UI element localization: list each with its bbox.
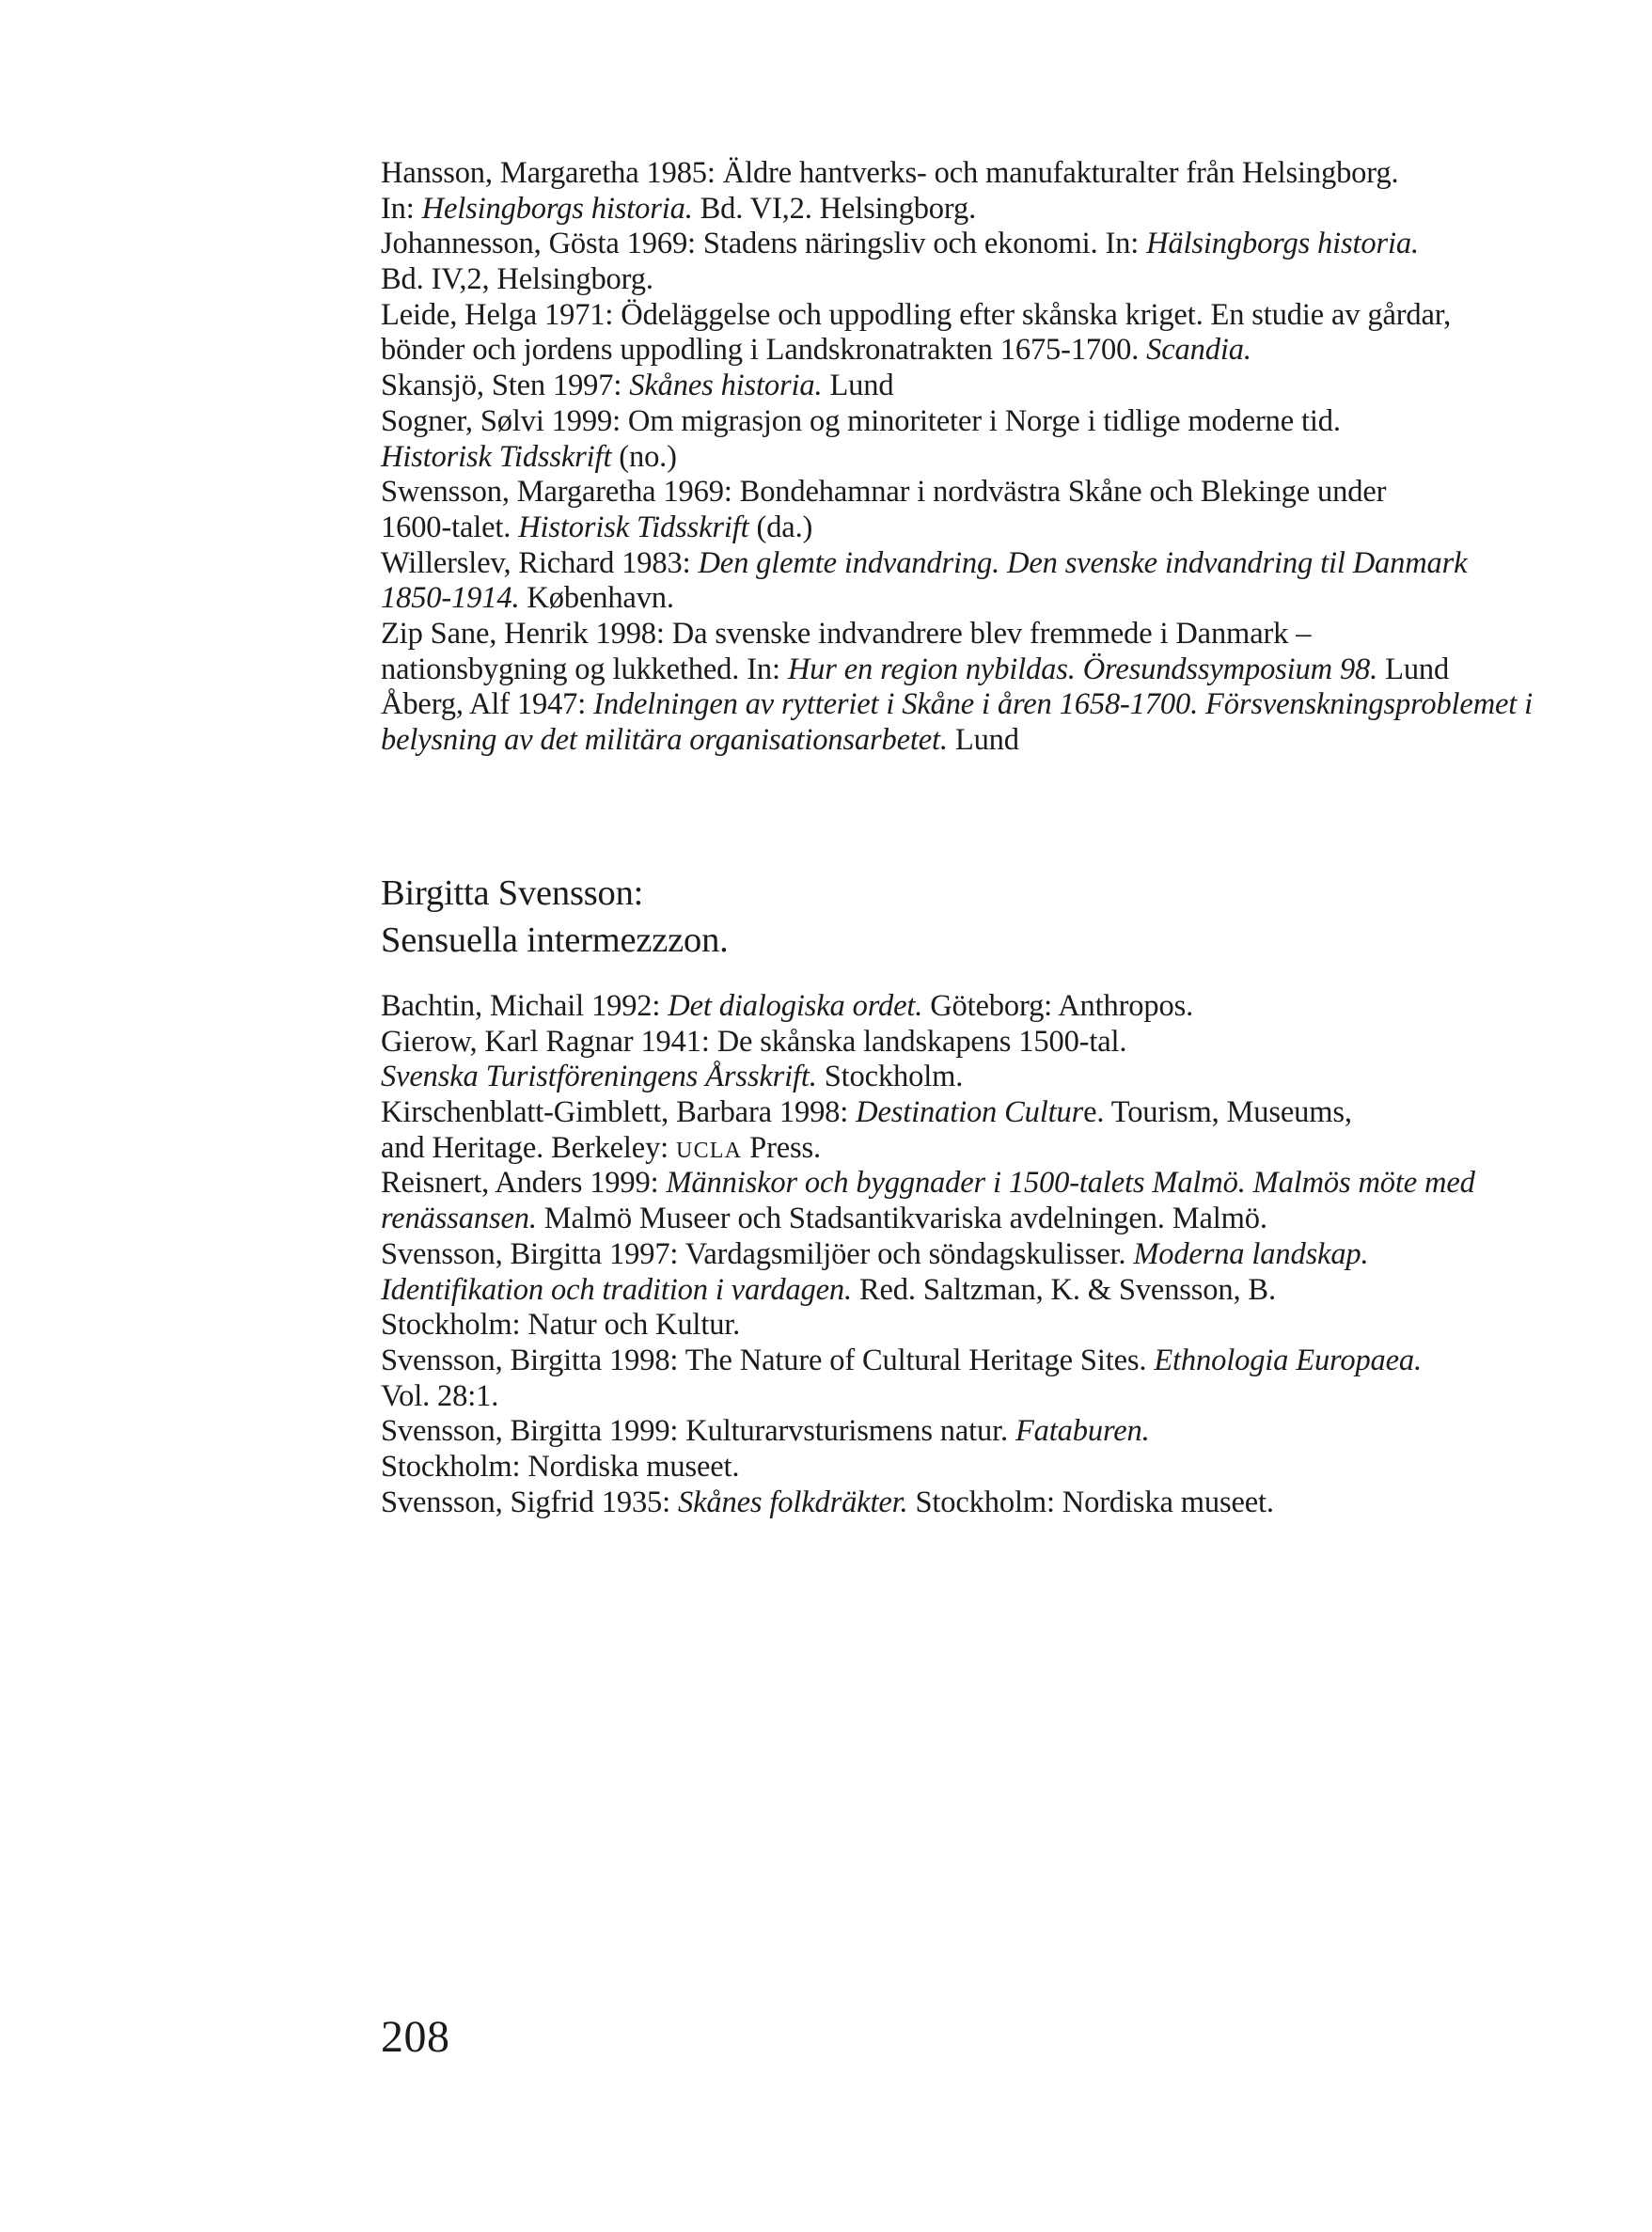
reference-text: nationsbygning og lukkethed. In: (381, 652, 788, 686)
reference-text: Svensson, Sigfrid 1935: (381, 1485, 679, 1519)
italic-title-text: belysning av det militära organisationsarbetet. (381, 723, 948, 757)
italic-title-text: Hälsingborgs historia. (1146, 227, 1419, 261)
reference-text: Åberg, Alf 1947: (381, 687, 594, 722)
reference-line (381, 1202, 1547, 1237)
reference-text: Red. Saltzman, K. & Svensson, B. (852, 1272, 1276, 1307)
italic-title-text: Ethnologia Europaea. (1154, 1343, 1423, 1377)
reference-text: Sogner, Sølvi 1999: Om migrasjon og minoriteter i Norge i tidlige moderne tid. (381, 403, 1341, 438)
italic-title-text: Fataburen. (1015, 1414, 1150, 1449)
reference-line (381, 369, 1547, 404)
reference-line (381, 1414, 1547, 1450)
reference-text: Vol. 28:1. (381, 1378, 499, 1413)
reference-text: Hansson, Margaretha 1985: Äldre hantverks- och manufakturalter från Helsingborg. (381, 156, 1399, 190)
reference-line (381, 1450, 1547, 1485)
reference-text: Skansjö, Sten 1997: (381, 369, 630, 403)
italic-title-text: Människor och byggnader i 1500-talets Malmö. Malmös möte med (666, 1166, 1475, 1201)
italic-title-text: Svenska Turistföreningens Årsskrift. (381, 1060, 817, 1094)
section-author: Birgitta Svensson: (381, 873, 644, 913)
reference-line (381, 989, 1547, 1025)
reference-line (381, 1379, 1547, 1415)
reference-text: Kirschenblatt-Gimblett, Barbara 1998: (381, 1095, 857, 1130)
reference-text: Johannesson, Gösta 1969: Stadens näringsliv och ekonomi. In: (381, 227, 1147, 261)
reference-line (381, 440, 1547, 476)
reference-line (381, 192, 1547, 228)
reference-text: In: (381, 191, 422, 226)
reference-line (381, 1060, 1547, 1095)
reference-text: Swensson, Margaretha 1969: Bondehamnar i nordvästra Skåne och Blekinge under (381, 475, 1387, 510)
reference-line (381, 1308, 1547, 1344)
italic-title-text: Helsingborgs historia. (421, 191, 693, 226)
page-number: 208 (381, 2012, 450, 2062)
reference-line (381, 1237, 1547, 1273)
reference-text: (da.) (748, 510, 813, 544)
reference-text: Zip Sane, Henrik 1998: Da svenske indvandrere blev fremmede i Danmark – (381, 616, 1312, 651)
reference-text: UCLA (676, 1138, 743, 1163)
reference-line (381, 546, 1547, 582)
reference-text: (no.) (611, 439, 677, 474)
reference-text: Stockholm. (816, 1060, 964, 1094)
italic-title-text: Skånes historia. (629, 369, 823, 403)
reference-text: Leide, Helga 1971: Ödeläggelse och uppodling efter skånska kriget. En studie av gårdar, (381, 297, 1452, 332)
italic-title-text: Skånes folkdräkter. (678, 1485, 908, 1519)
reference-list-2 (381, 989, 1547, 1520)
reference-text: bönder och jordens uppodling i Landskronatrakten 1675-1700. (381, 333, 1147, 368)
reference-text: Bd. IV,2, Helsingborg. (381, 262, 653, 297)
reference-line (381, 1485, 1547, 1521)
reference-line (381, 262, 1547, 298)
reference-line (381, 404, 1547, 440)
reference-line (381, 723, 1547, 759)
reference-line (381, 227, 1547, 262)
reference-text: Reisnert, Anders 1999: (381, 1166, 667, 1201)
italic-title-text: Historisk Tidsskrift (518, 510, 749, 544)
reference-text: Bd. VI,2. Helsingborg. (692, 191, 977, 226)
section-heading (381, 870, 729, 964)
reference-text: Willerslev, Richard 1983: (381, 545, 699, 580)
reference-text: Lund (1377, 652, 1450, 686)
italic-title-text: Det dialogiska ordet. (668, 989, 923, 1023)
reference-line (381, 298, 1547, 334)
italic-title-text: 1850-1914. (381, 581, 520, 616)
reference-line (381, 1273, 1547, 1309)
reference-text: 1600-talet. (381, 510, 519, 544)
reference-line (381, 511, 1547, 546)
reference-list-1 (381, 156, 1547, 759)
italic-title-text: Moderna landskap. (1133, 1236, 1369, 1271)
reference-text: Stockholm: Natur och Kultur. (381, 1308, 741, 1343)
italic-title-text: Indelningen av rytteriet i Skåne i åren 1658-1700. Försvenskningsproblemet i (593, 687, 1534, 722)
reference-text: Svensson, Birgitta 1998: The Nature of Cultural Heritage Sites. (381, 1343, 1155, 1377)
reference-text: Gierow, Karl Ragnar 1941: De skånska landskapens 1500-tal. (381, 1024, 1127, 1059)
reference-line (381, 1025, 1547, 1061)
italic-title-text: Scandia. (1146, 333, 1251, 368)
reference-text: Stockholm: Nordiska museet. (381, 1449, 740, 1484)
reference-line (381, 652, 1547, 688)
reference-text: Press. (742, 1130, 822, 1165)
italic-title-text: Hur en region nybildas. Öresundssymposium 98. (787, 652, 1378, 686)
reference-line (381, 1344, 1547, 1379)
italic-title-text: Identifikation och tradition i vardagen. (381, 1272, 852, 1307)
reference-line (381, 1095, 1547, 1131)
reference-text: Bachtin, Michail 1992: (381, 989, 669, 1023)
reference-text: Malmö Museer och Stadsantikvariska avdelningen. Malmö. (536, 1202, 1267, 1236)
reference-text: Lund (947, 723, 1019, 757)
reference-text: e. Tourism, Museums, (1083, 1095, 1352, 1130)
reference-line (381, 333, 1547, 369)
reference-text: København. (519, 581, 674, 616)
reference-text: Svensson, Birgitta 1999: Kulturarvsturismens natur. (381, 1414, 1015, 1449)
reference-text: Lund (822, 369, 894, 403)
reference-line (381, 687, 1547, 723)
italic-title-text: renässansen. (381, 1202, 537, 1236)
reference-line (381, 1131, 1547, 1167)
reference-text: Göteborg: Anthropos. (922, 989, 1194, 1023)
reference-line (381, 475, 1547, 511)
reference-line (381, 581, 1547, 617)
italic-title-text: Den glemte indvandring. Den svenske indvandring til Danmark (698, 545, 1468, 580)
reference-line (381, 156, 1547, 192)
reference-text: and Heritage. Berkeley: (381, 1130, 677, 1165)
italic-title-text: Historisk Tidsskrift (381, 439, 612, 474)
section-title: Sensuella intermezzzon. (381, 920, 729, 960)
italic-title-text: Destination Cultur (856, 1095, 1084, 1130)
reference-text: Svensson, Birgitta 1997: Vardagsmiljöer och söndagskulisser. (381, 1236, 1134, 1271)
reference-line (381, 617, 1547, 652)
reference-text: Stockholm: Nordiska museet. (907, 1485, 1274, 1519)
reference-line (381, 1166, 1547, 1202)
